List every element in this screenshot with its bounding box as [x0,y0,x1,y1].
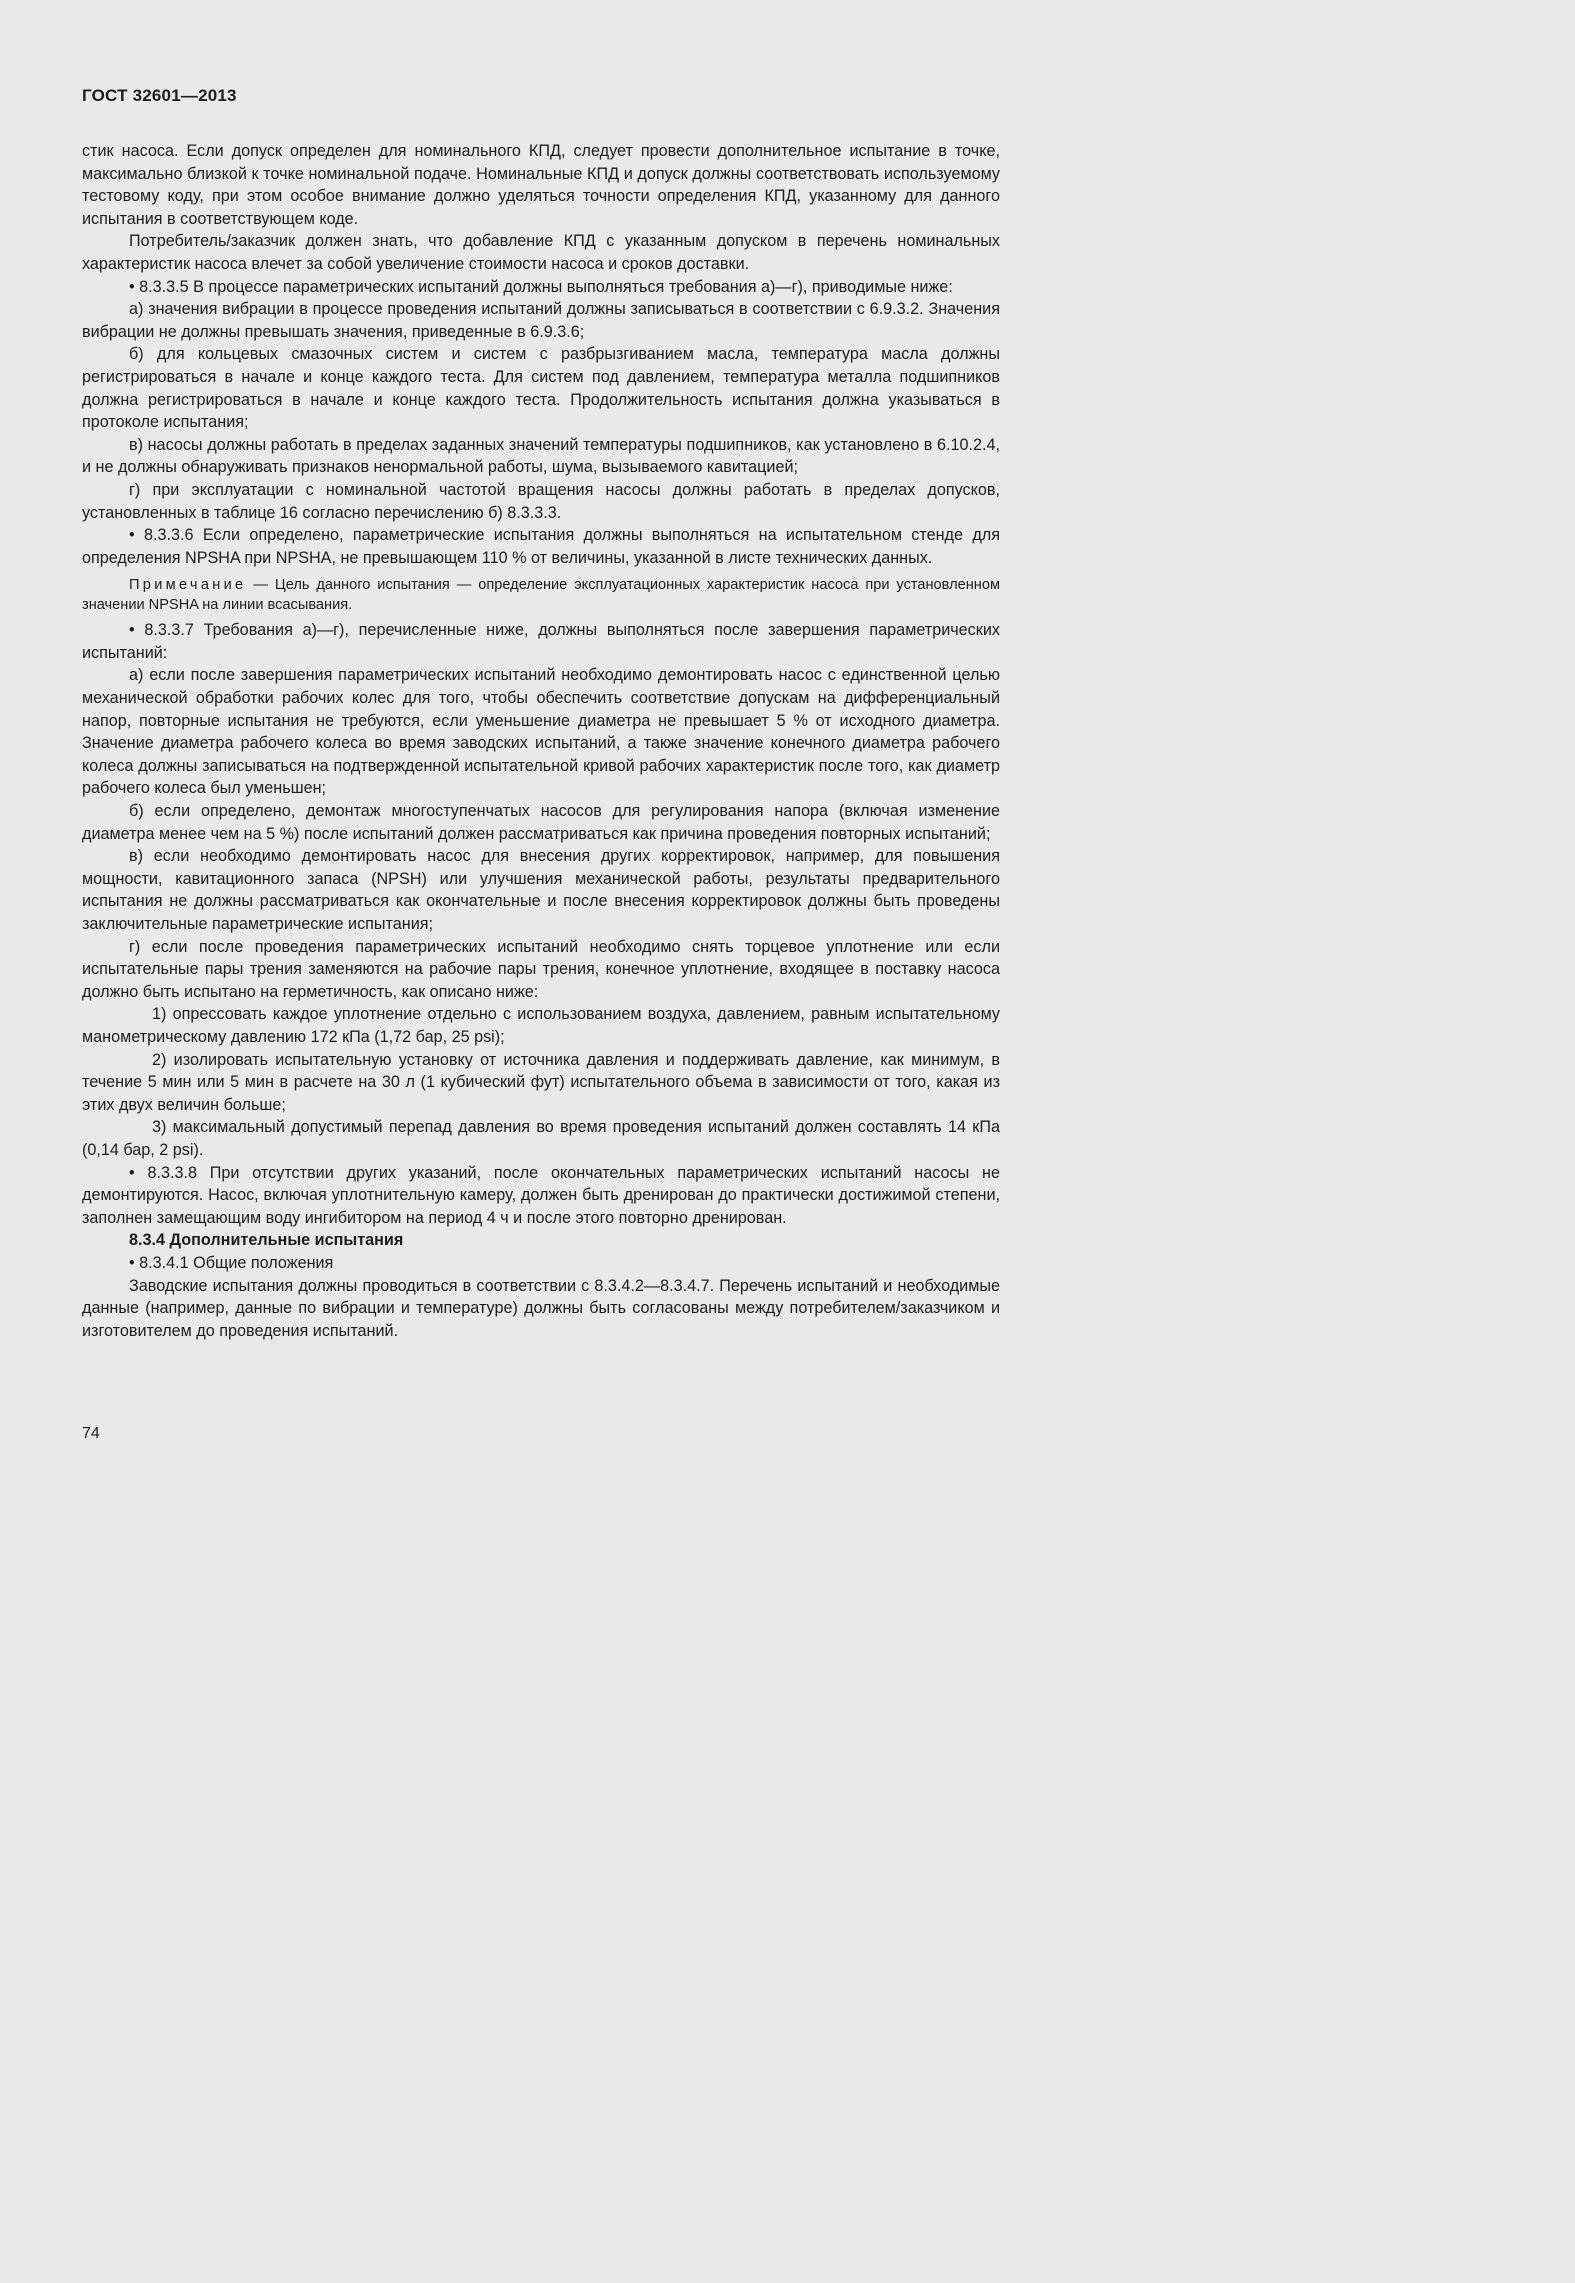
list-item-v: в) если необходимо демонтировать насос для внесения других корректировок, например, для повышения мощности, кавитационного запаса (NPSH) или улучшения механической работы, результаты предварительного испытания не должны рассматриваться как окончательные и после внесения корректировок должны быть проведены заключительные параметрические испытания; [82,847,1000,933]
paragraph: стик насоса. Если допуск определен для номинального КПД, следует провести дополнительное испытание в точке, максимально близкой к точке номинальной подаче. Номинальные КПД и допуск должны соответствовать используемому тестовому коду, при этом особое внимание должно уделяться точности определения КПД, указанному для данного испытания в соответствующем коде. [82,142,1000,228]
sub-item-2: 2) изолировать испытательную установку от источника давления и поддерживать давление, как минимум, в течение 5 мин или 5 мин в расчете на 30 л (1 кубический фут) испытательного объема в зависимости от того, какая из этих двух величин больше; [82,1050,1000,1114]
document-body [82,140,1000,1342]
list-item-a: а) значения вибрации в процессе проведения испытаний должны записываться в соответствии с 6.9.3.2. Значения вибрации не должны превышать значения, приведенные в 6.9.3.6; [82,300,1000,341]
paragraph: Потребитель/заказчик должен знать, что добавление КПД с указанным допуском в перечень номинальных характеристик насоса влечет за собой увеличение стоимости насоса и сроков доставки. [82,232,1000,273]
list-item-g: г) если после проведения параметрических испытаний необходимо снять торцевое уплотнение или если испытательные пары трения заменяются на рабочие пары трения, конечное уплотнение, входящее в поставку насоса должно быть испытано на герметичность, как описано ниже: [82,937,1000,1001]
clause-8-3-3-6: • 8.3.3.6 Если определено, параметрические испытания должны выполняться на испытательном стенде для определения NPSHA при NPSHA, не превышающем 110 % от величины, указанной в листе технических данных. [82,526,1000,567]
clause-8-3-3-7: • 8.3.3.7 Требования а)—г), перечисленные ниже, должны выполняться после завершения параметрических испытаний: [82,621,1000,662]
note-text: — Цель данного испытания — определение эксплуатационных характеристик насоса при установленном значении NPSHA на линии всасывания. [82,577,1000,614]
paragraph: Заводские испытания должны проводиться в соответствии с 8.3.4.2—8.3.4.7. Перечень испытаний и необходимые данные (например, данные по вибрации и температуре) должны быть согласованы между потребителем/заказчиком и изготовителем до проведения испытаний. [82,1276,1000,1340]
list-item-b: б) для кольцевых смазочных систем и систем с разбрызгиванием масла, температура масла должны регистрироваться в начале и конце каждого теста. Для систем под давлением, температура металла подшипников должна регистрироваться в начале и конце каждого теста. Продолжительность испытания должна указываться в протоколе испытания; [82,345,1000,432]
document-page [0,0,1082,1568]
note-label: Примечание [129,577,247,594]
note [82,575,1000,615]
clause-8-3-4-1: • 8.3.4.1 Общие положения [129,1253,334,1272]
section-heading-8-3-4: 8.3.4 Дополнительные испытания [129,1231,404,1250]
list-item-b: б) если определено, демонтаж многоступенчатых насосов для регулирования напора (включая изменение диаметра менее чем на 5 %) после испытаний должен рассматриваться как причина проведения повторных испытаний; [82,802,1000,843]
list-item-a: а) если после завершения параметрических испытаний необходимо демонтировать насос с единственной целью механической обработки рабочих колес для того, чтобы обеспечить соответствие допускам на дифференциальный напор, повторные испытания не требуются, если уменьшение диаметра не превышает 5 % от исходного диаметра. Значение диаметра рабочего колеса во время заводских испытаний, а также значение конечного диаметра рабочего колеса должны записываться на подтвержденной испытательной кривой рабочих характеристик после того, как диаметр рабочего колеса был уменьшен; [82,666,1000,798]
page-number: 74 [82,1425,100,1442]
clause-8-3-3-8: • 8.3.3.8 При отсутствии других указаний, после окончательных параметрических испытаний насосы не демонтируются. Насос, включая уплотнительную камеру, должен быть дренирован до практически достижимой степени, заполнен замещающим воду ингибитором на период 4 ч и после этого повторно дренирован. [82,1163,1000,1227]
document-header: ГОСТ 32601—2013 [82,86,237,105]
list-item-g: г) при эксплуатации с номинальной частотой вращения насосы должны работать в пределах допусков, установленных в таблице 16 согласно перечислению б) 8.3.3.3. [82,480,1000,522]
clause-8-3-3-5: • 8.3.3.5 В процессе параметрических испытаний должны выполняться требования а)—г), приводимые ниже: [129,277,953,296]
sub-item-3: 3) максимальный допустимый перепад давления во время проведения испытаний должен составлять 14 кПа (0,14 бар, 2 psi). [82,1118,1000,1159]
list-item-v: в) насосы должны работать в пределах заданных значений температуры подшипников, как установлено в 6.10.2.4, и не должны обнаруживать признаков ненормальной работы, шума, вызываемого кавитацией; [82,435,1000,477]
sub-item-1: 1) опрессовать каждое уплотнение отдельно с использованием воздуха, давлением, равным испытательному манометрическому давлению 172 кПа (1,72 бар, 25 psi); [82,1005,1000,1046]
